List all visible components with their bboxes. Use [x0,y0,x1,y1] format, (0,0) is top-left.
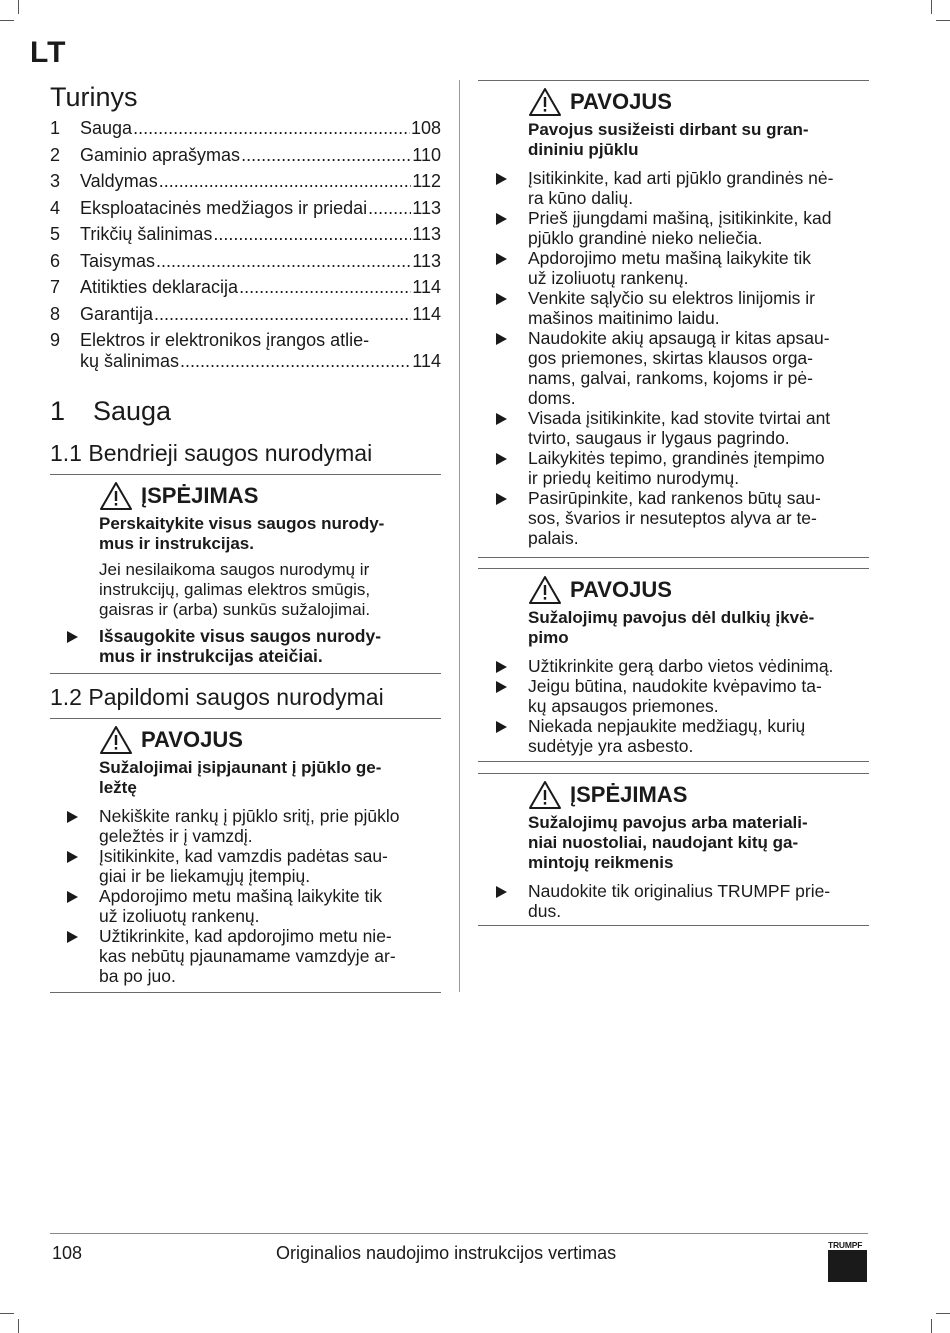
text-line: ba po juo. [99,966,176,986]
toc-item[interactable] [50,251,441,278]
text-line: sos, švarios ir nesuteptos alyva ar te- [528,508,817,528]
toc-item-number: 9 [50,330,61,350]
text-line: Užtikrinkite, kad apdorojimo metu nie- [99,926,392,946]
text-line: doms. [528,388,576,408]
toc-item-number: 5 [50,224,61,244]
toc-leader-dots [133,118,410,138]
toc-item[interactable] [50,198,441,225]
text-line: ir priedų keitimo nurodymų. [528,468,740,488]
logo-wordmark: TRUMPF [828,1240,863,1250]
toc-item-number: 6 [50,250,61,271]
warning-triangle-icon [528,780,562,810]
list-item [528,248,870,288]
subsection-heading: 1.1 Bendrieji saugos nurodymai [50,440,373,466]
text-line: Apdorojimo metu mašiną laikykite tik [528,248,812,268]
list-item [528,328,870,408]
list-item [99,886,439,926]
list-item [528,716,870,756]
bullet-arrow-icon [67,811,78,823]
toc-leader-dots [159,171,412,191]
list-item [528,408,870,448]
warning-triangle-icon [528,575,562,605]
text-line: Pasirūpinkite, kad rankenos būtų sau- [528,488,821,508]
column-separator [459,80,460,992]
text-line: geležtės ir į vamzdį. [99,826,253,846]
toc-item[interactable] [50,304,441,331]
toc-item[interactable] [50,277,441,304]
text-line: ra kūno dalių. [528,188,634,208]
measures-list [528,168,870,548]
text-line: Niekada nepjaukite medžiagų, kurių [528,716,806,736]
text-line: instrukcijų, galimas elektros smūgis, [99,580,371,599]
text-line: mintojų reikmenis [528,853,674,872]
hazard-title [528,608,870,648]
text-line: gaisras ir (arba) sunkūs sužalojimai. [99,600,371,619]
toc-item-page: 108 [410,118,441,138]
text-line: sudėtyje yra asbesto. [528,736,694,756]
danger-notice [528,574,870,756]
toc-item-number: 2 [50,144,61,165]
signal-word-text: ĮSPĖJIMAS [570,782,688,807]
text-line: tvirto, saugaus ir lygaus pagrindo. [528,428,790,448]
signal-word-text: PAVOJUS [570,89,672,114]
list-item [99,806,439,846]
page-number: 108 [52,1243,83,1263]
text-line: ležtę [99,778,137,797]
list-item [528,448,870,488]
divider [478,925,869,926]
hazard-title [528,813,870,873]
toc-item-title: Gaminio aprašymas [80,144,241,165]
bullet-arrow-icon [496,721,507,733]
bullet-arrow-icon [496,213,507,225]
bullet-arrow-icon [496,293,507,305]
divider [478,80,869,81]
text-line: Apdorojimo metu mašiną laikykite tik [99,886,383,906]
text-line: Sužalojimų pavojus arba materiali- [528,813,808,832]
section-title: Sauga [93,396,172,426]
subsection-heading: 1.2 Papildomi saugos nurodymai [50,684,384,710]
crop-mark [931,0,932,14]
divider [50,718,441,719]
signal-word [528,779,870,811]
text-line: Perskaitykite visus saugos nurody- [99,514,385,533]
toc-item-title: Valdymas [80,171,158,191]
bullet-arrow-icon [67,851,78,863]
list-item [528,656,870,676]
bullet-arrow-icon [496,253,507,265]
toc-item-page: 114 [412,303,441,324]
text-line: Įsitikinkite, kad vamzdis padėtas sau- [99,846,388,866]
toc-item-title: Atitikties deklaracija [80,277,239,297]
trumpf-logo [828,1240,867,1282]
toc-item-number: 4 [50,197,61,218]
warning-notice [528,779,870,921]
crop-mark [931,1319,932,1333]
toc-leader-dots [241,145,411,165]
danger-notice [528,86,870,548]
toc-item-page: 114 [412,277,441,297]
table-of-contents [50,118,441,371]
hazard-title [99,514,439,554]
bullet-arrow-icon [496,661,507,673]
toc-item-number: 3 [50,171,61,191]
text-line: Naudokite tik originalius TRUMPF prie- [528,881,831,901]
bullet-arrow-icon [496,413,507,425]
hazard-title [528,120,870,160]
text-line: palais. [528,528,579,548]
bullet-arrow-icon [67,931,78,943]
measures-list [528,881,870,921]
text-line: Laikykitės tepimo, grandinės įtempimo [528,448,825,468]
list-item [528,208,870,248]
toc-item-title: Elektros ir elektronikos įrangos atlie- [80,330,370,350]
list-item [528,676,870,716]
text-line: mašinos maitinimo laidu. [528,308,720,328]
text-line: niai nuostoliai, naudojant kitų ga- [528,833,799,852]
toc-item[interactable] [50,171,441,198]
crop-mark [18,0,19,14]
bullet-arrow-icon [496,333,507,345]
text-line: Sužalojimai įsipjaunant į pjūklo ge- [99,758,382,777]
divider [50,673,441,674]
text-line: dininiu pjūklu [528,140,639,159]
toc-leader-dots [154,304,411,324]
toc-item-page: 110 [412,144,441,165]
text-line: Pavojus susižeisti dirbant su gran- [528,120,809,139]
bullet-arrow-icon [496,681,507,693]
text-line: Visada įsitikinkite, kad stovite tvirtai ant [528,408,831,428]
warning-triangle-icon [99,725,133,755]
section-number: 1 [50,396,66,426]
footer-divider [50,1233,868,1234]
toc-item-title: Garantija [80,303,154,324]
toc-item-page: 113 [412,250,441,271]
hazard-description [99,560,439,620]
bullet-arrow-icon [67,631,78,643]
warning-triangle-icon [99,481,133,511]
text-line: Išsaugokite visus saugos nurody- [99,626,382,646]
warning-triangle-icon [528,87,562,117]
toc-item-page: 113 [412,224,441,244]
signal-word [99,480,439,512]
text-line: kas nebūtų pjaunamame vamzdyje ar- [99,946,396,966]
toc-title: Turinys [50,82,138,112]
toc-item-title-continued: kų šalinimas [80,351,180,371]
text-line: kų apsaugos priemones. [528,696,719,716]
toc-item-number: 7 [50,277,61,297]
text-line: gos priemones, skirtas klausos orga- [528,348,813,368]
list-item [528,881,870,921]
toc-item[interactable] [50,224,441,251]
text-line: Įsitikinkite, kad arti pjūklo grandinės nė- [528,168,834,188]
list-item [99,926,439,986]
toc-item-page: 113 [412,197,441,218]
text-line: Prieš įjungdami mašiną, įsitikinkite, kad [528,208,832,228]
text-line: dus. [528,901,562,921]
text-line: už izoliuotų rankenų. [99,906,260,926]
crop-mark [936,20,950,21]
toc-leader-dots [156,251,411,271]
toc-item-title: Trikčių šalinimas [80,224,213,244]
bullet-arrow-icon [496,453,507,465]
bullet-arrow-icon [496,886,507,898]
text-line: Jei nesilaikoma saugos nurodymų ir [99,560,370,579]
toc-item[interactable] [50,145,441,172]
logo-block [828,1250,867,1282]
bullet-arrow-icon [67,891,78,903]
text-line: mus ir instrukcijas. [99,534,254,553]
hazard-title [99,758,439,798]
signal-word-text: PAVOJUS [141,727,243,752]
text-line: giai ir be liekamųjų įtempių. [99,866,311,886]
toc-item-number: 8 [50,303,61,324]
text-line: Jeigu būtina, naudokite kvėpavimo ta- [528,676,822,696]
text-line: Naudokite akių apsaugą ir kitas apsau- [528,328,830,348]
toc-item-title: Taisymas [80,250,156,271]
divider [478,557,869,558]
bullet-arrow-icon [496,173,507,185]
signal-word-text: ĮSPĖJIMAS [141,483,259,508]
language-code: LT [30,36,67,69]
signal-word [99,724,439,756]
measures-list [99,626,439,666]
divider [50,474,441,475]
section-heading [50,396,171,427]
toc-item-title: Eksploatacinės medžiagos ir priedai [80,197,368,218]
text-line: Sužalojimų pavojus dėl dulkių įkvė- [528,608,815,627]
list-item [528,488,870,548]
footer-title: Originalios naudojimo instrukcijos vertimas [276,1243,617,1263]
toc-leader-dots [368,198,411,218]
signal-word-text: PAVOJUS [570,577,672,602]
text-line: Nekiškite rankų į pjūklo sritį, prie pjūklo [99,806,400,826]
text-line: mus ir instrukcijas ateičiai. [99,646,323,666]
measures-list [528,656,870,756]
danger-notice [99,724,439,986]
toc-item-number: 1 [50,118,61,138]
crop-mark [936,1313,950,1314]
crop-mark [0,20,14,21]
toc-item-title: Sauga [80,118,133,138]
signal-word [528,574,870,606]
signal-word [528,86,870,118]
list-item [528,168,870,208]
toc-leader-dots [180,351,411,371]
text-line: Venkite sąlyčio su elektros linijomis ir [528,288,815,308]
warning-notice [99,480,439,666]
toc-item[interactable] [50,118,441,145]
text-line: nams, galvai, rankoms, kojoms ir pė- [528,368,813,388]
text-line: už izoliuotų rankenų. [528,268,689,288]
list-item [528,288,870,328]
bullet-arrow-icon [496,493,507,505]
divider [478,773,869,774]
divider [50,992,441,993]
divider [478,568,869,569]
toc-item[interactable] [50,330,441,371]
toc-item-page: 112 [412,171,441,191]
text-line: pimo [528,628,569,647]
text-line: pjūklo grandinė nieko neliečia. [528,228,763,248]
crop-mark [0,1313,14,1314]
list-item [99,626,439,666]
toc-leader-dots [213,224,411,244]
toc-leader-dots [239,277,411,297]
crop-mark [18,1319,19,1333]
text-line: Užtikrinkite gerą darbo vietos vėdinimą. [528,656,834,676]
divider [478,761,869,762]
measures-list [99,806,439,986]
list-item [99,846,439,886]
toc-item-page: 114 [412,351,441,371]
